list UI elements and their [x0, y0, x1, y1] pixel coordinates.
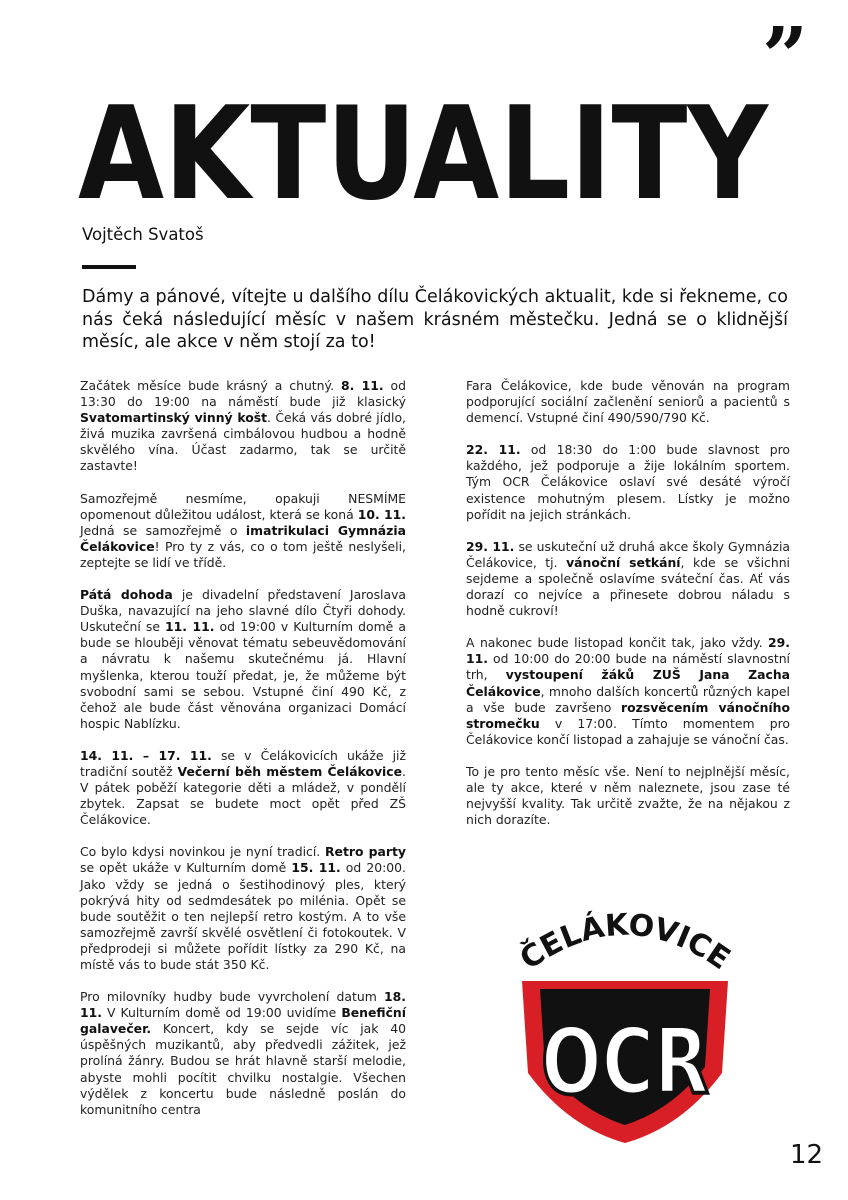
- highlighted-text: 18. 11.: [80, 989, 406, 1021]
- article-paragraph: [80, 844, 406, 973]
- text-run: od 19:00 v Kulturním domě a bude se hlouběji věnovat tématu sebeuvědomování a návratu k našemu skutečnému já. Hlavní myšlenka, kterou touží předat, je, že můžeme být svobodní sami se sebou. Vstupné činí 490 Kč, z čehož ale bude část věnována organizaci Domácí hospic Nablízku.: [80, 619, 406, 731]
- text-run: Fara Čelákovice, kde bude věnován na program podporující sociální začlenění seniorů a pacientů s demencí. Vstupné činí 490/590/790 Kč.: [466, 378, 790, 426]
- text-run: A nakonec bude listopad končit tak, jako vždy.: [466, 635, 769, 651]
- article-paragraph: [466, 635, 790, 748]
- text-run: Začátek měsíce bude krásný a chutný.: [80, 378, 341, 393]
- highlighted-text: Benefiční galavečer.: [80, 1005, 406, 1037]
- closing-quote-mark: ”: [762, 9, 809, 103]
- article-paragraph: [80, 491, 406, 571]
- text-run: , kde se všichni sejdeme a společně oslavíme sváteční čas. Ať vás dorazí co nejvíce a přinesete dobrou náladu s hodně cukroví!: [466, 554, 791, 619]
- text-run: se opět ukáže v Kulturním domě: [80, 860, 292, 876]
- text-run: Samozřejmě nesmíme, opakuji NESMÍME opomenout důležitou událost, která se koná: [80, 490, 406, 522]
- text-run: Jedná se samozřejmě o: [80, 522, 246, 538]
- article-column-right: [466, 378, 790, 844]
- page-title: [78, 80, 778, 229]
- logo-main-text: OCR: [541, 1008, 709, 1115]
- article-column-left: [80, 378, 406, 1134]
- text-run: od 18:30 do 1:00 bude slavnost pro každého, jež podporuje a žije lokálním sportem. Tým OCR Čelákovice oslaví své desáté výročí existence mohutným plesem. Lístky je možno pořídit na jejich stránkách.: [466, 442, 790, 522]
- ocr-celakovice-logo: [512, 905, 738, 1145]
- text-run: To je pro tento měsíc vše. Není to nejplnější měsíc, ale ty akce, které v něm naleznete, jsou zase té nejvyšší kvality. Tak určitě zvažte, že na nějakou z nich dorazíte.: [466, 763, 790, 828]
- highlighted-text: 10. 11.: [357, 506, 407, 522]
- text-run: od 20:00. Jako vždy se jedná o šestihodinový ples, který pokrývá hity od sedmdesátek po milénia. Opět se bude soutěžit o ten nejlepší retro kostým. A to vše samozřejmě završí skvělé osvětlení či fotokoutek. V předprodeji si můžete pořídit lístky za 290 Kč, na místě vás to bude stát 350 Kč.: [80, 860, 406, 972]
- logo-top-text: ČELÁKOVICE: [513, 907, 737, 978]
- author-name: Vojtěch Svatoš: [82, 225, 204, 244]
- text-run: od 10:00 do 20:00 bude na náměstí slavnostní trh,: [466, 651, 790, 683]
- highlighted-text: vánoční setkání: [566, 554, 681, 570]
- article-paragraph: [466, 764, 790, 828]
- article-paragraph: [80, 378, 406, 475]
- text-run: . Čeká vás dobré jídlo, živá muzika završená cimbálovou hudbou a hodně skvělého vína. Účast zadarmo, tak se určitě zastavte!: [80, 410, 406, 474]
- page-title-text: AKTUALITY: [78, 80, 770, 229]
- text-run: ! Pro ty z vás, co o tom ještě neslyšeli, zeptejte se lidí ve třídě.: [80, 538, 406, 570]
- highlighted-text: Retro party: [325, 844, 406, 860]
- text-run: je divadelní představení Jaroslava Duška, navazující na jeho slavné dílo Čtyři dohody. Uskuteční se: [80, 587, 407, 635]
- article-paragraph: [466, 442, 790, 522]
- highlighted-text: 29. 11.: [466, 635, 790, 667]
- text-run: , mnoho dalších koncertů různých kapel a vše bude završeno: [466, 683, 790, 715]
- article-paragraph: [80, 989, 406, 1118]
- text-run: V Kulturním domě od 19:00 uvidíme: [101, 1005, 342, 1021]
- text-run: od 13:30 do 19:00 na náměstí bude již klasický: [80, 378, 406, 410]
- highlighted-text: rozsvěcením vánočního stromečku: [466, 699, 790, 731]
- text-run: Co bylo kdysi novinkou je nyní tradicí.: [80, 844, 325, 860]
- author-divider: [82, 265, 136, 269]
- highlighted-text: Svatomartinský vinný košt: [80, 410, 268, 426]
- article-paragraph: [80, 748, 406, 828]
- text-run: se v Čelákovicích ukáže již tradiční soutěž: [80, 747, 406, 779]
- highlighted-text: Pátá dohoda: [80, 587, 173, 603]
- text-run: Pro milovníky hudby bude vyvrcholení datum: [80, 989, 385, 1005]
- highlighted-text: 8. 11.: [340, 378, 384, 393]
- article-paragraph: [466, 378, 790, 426]
- article-paragraph: [80, 587, 406, 732]
- text-run: se uskuteční už druhá akce školy Gymnázia Čelákovice, tj.: [466, 538, 790, 570]
- highlighted-text: 29. 11.: [466, 538, 515, 554]
- highlighted-text: imatrikulaci Gymnázia Čelákovice: [80, 522, 406, 554]
- highlighted-text: vystoupení žáků ZUŠ Jana Zacha Čelákovice: [466, 667, 791, 699]
- lead-paragraph: Dámy a pánové, vítejte u dalšího dílu Čelákovických aktualit, kde si řekneme, co nás čeká následující měsíc v našem krásném městečku. Jedná se o klidnější měsíc, ale akce v něm stojí za to!: [82, 287, 788, 352]
- page-number: 12: [790, 1140, 824, 1170]
- highlighted-text: 22. 11.: [466, 442, 521, 458]
- highlighted-text: 11. 11.: [165, 619, 215, 635]
- highlighted-text: Večerní běh městem Čelákovice: [177, 763, 403, 779]
- highlighted-text: 15. 11.: [291, 860, 341, 876]
- article-paragraph: [466, 539, 790, 619]
- text-run: Koncert, kdy se sejde víc jak 40 úspěšných muzikantů, aby předvedli zážitek, jež prolíná žánry. Budou se hrát hlavně starší melodie, abyste mohli pocítit chvilku nostalgie. Všechen výdělek z koncertu bude následně poslán do komunitního centra: [80, 1021, 406, 1117]
- text-run: v 17:00. Tímto momentem pro Čelákovice končí listopad a zahajuje se vánoční čas.: [466, 715, 790, 747]
- text-run: . V pátek poběží kategorie děti a mládež, v pondělí zbytek. Zapsat se budete moct opět před ZŠ Čelákovice.: [80, 763, 406, 828]
- highlighted-text: 14. 11. – 17. 11.: [80, 747, 212, 763]
